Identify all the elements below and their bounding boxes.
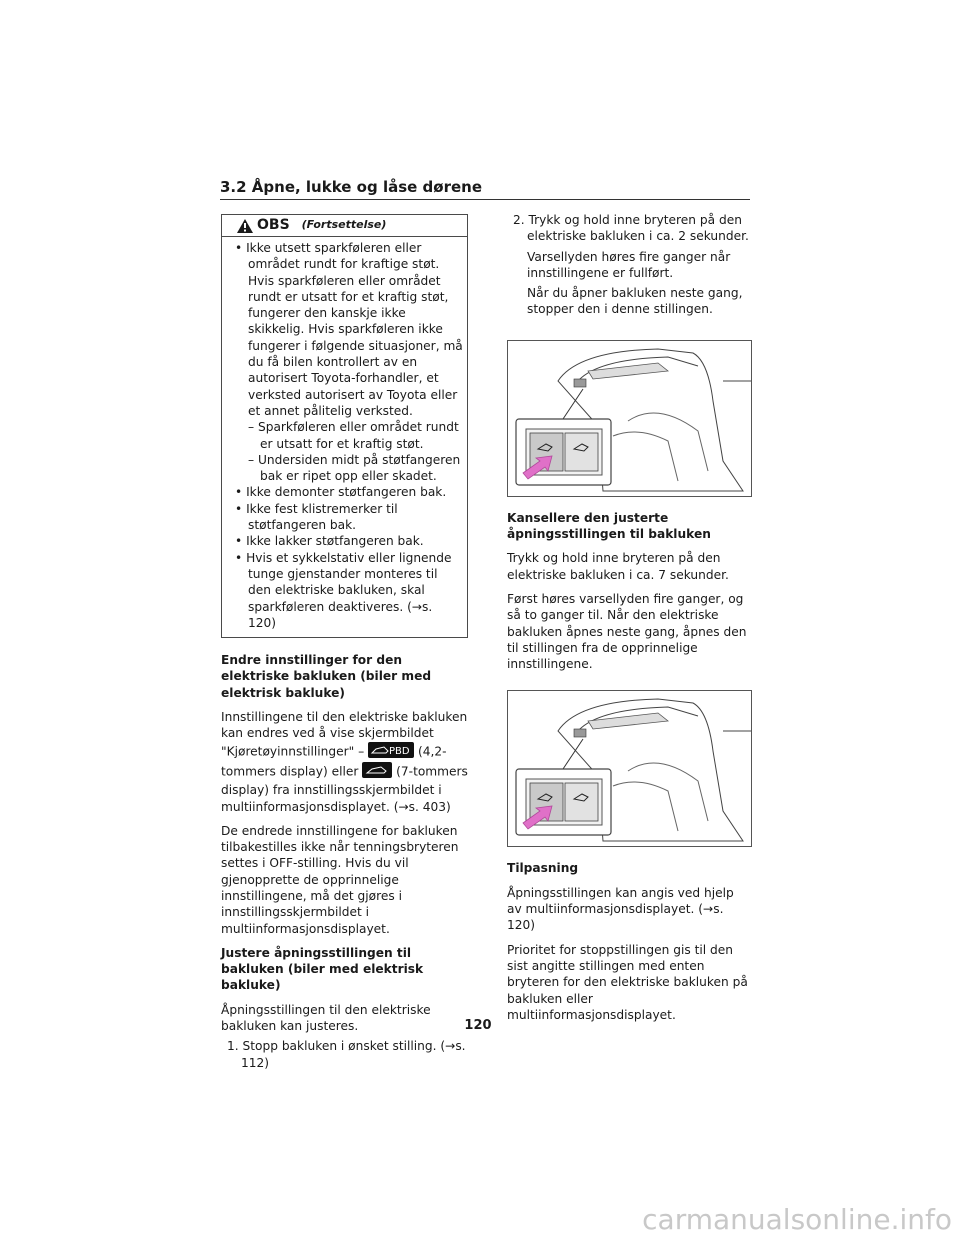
paragraph-cancel: Trykk og hold inne bryteren på den elektriske bakluken i ca. 7 sekunder. xyxy=(507,551,729,582)
paragraph-text: (7-tommers display) fra innstillingsskjermbildet i multiinformasjonsdisplayet. (→s. 403) xyxy=(221,764,468,814)
illustration-tailgate-switch-2 xyxy=(507,690,752,847)
left-column xyxy=(221,214,471,1071)
step-2: 2. Trykk og hold inne bryteren på den elektriske bakluken i ca. 2 sekunder. xyxy=(513,213,749,244)
notice-item: • Ikke utsett sparkføleren eller området rundt for kraftige støt. Hvis sparkføleren eller området rundt er utsatt for et kraftig støt, fungerer den kanskje ikke skikkelig. Hvis sparkføleren ikke fungerer i følgende situasjoner, må du få bilen kontrollert av en autorisert Toyota-forhandler, et verksted autorisert av Toyota eller et annet pålitelig verksted. xyxy=(235,241,463,418)
step-2-note: Varsellyden høres fire ganger når innstillingene er fullført. xyxy=(527,249,731,280)
paragraph-text: Innstillingene til den elektriske bakluken kan endres ved å vise skjermbildet "Kjøretøyinnstillinger" – xyxy=(221,710,468,759)
heading-change-settings: Endre innstillinger for den elektriske bakluken (biler med elektrisk bakluke) xyxy=(221,653,432,700)
watermark: carmanualsonline.info xyxy=(642,1203,952,1236)
right-column xyxy=(507,212,752,1023)
paragraph-adjust: Åpningsstillingen til den elektriske bakluken kan justeres. xyxy=(221,1002,431,1034)
step-1: 1. Stopp bakluken i ønsket stilling. (→s. 112) xyxy=(227,1039,466,1070)
header-rule xyxy=(220,199,750,200)
illustration-tailgate-switch-1 xyxy=(507,340,752,497)
section-title: 3.2 Åpne, lukke og låse dørene xyxy=(220,178,482,196)
paragraph-cancel-note: Først høres varsellyden fire ganger, og så to ganger til. Når den elektriske bakluken åpnes neste gang, åpnes den til stillingen fra de opprinnelige innstillingene. xyxy=(507,591,747,672)
paragraph-priority: Prioritet for stoppstillingen gis til den sist angitte stillingen med enten bryteren for den elektriske bakluken på bakluken eller multiinformasjonsdisplayet. xyxy=(507,942,748,1022)
paragraph-change-settings xyxy=(221,709,471,815)
notice-item: • Hvis et sykkelstativ eller lignende tunge gjenstander monteres til den elektriske bakluken, skal sparkføleren deaktiveres. (→s. 120) xyxy=(235,550,452,630)
heading-cancel-position: Kansellere den justerte åpningsstillingen til bakluken xyxy=(507,510,711,542)
car-pbd-icon xyxy=(368,742,414,762)
paragraph-customization: Åpningsstillingen kan angis ved hjelp av multiinformasjonsdisplayet. (→s. 120) xyxy=(507,885,734,933)
paragraph-reset-note: De endrede innstillingene for bakluken tilbakestilles ikke når tenningsbryteren settes i OFF-stilling. Hvis du vil gjenopprette de opprinnelige innstillingene, må det gjøres i innstillingsskjermbildet i multiinformasjonsdisplayet. xyxy=(221,823,459,936)
notice-subitem: – Undersiden midt på støtfangeren bak er ripet opp eller skadet. xyxy=(248,452,461,484)
notice-box xyxy=(221,214,468,638)
notice-subitem: – Sparkføleren eller området rundt er utsatt for et kraftig støt. xyxy=(248,420,459,451)
notice-header xyxy=(222,215,467,237)
warning-icon xyxy=(236,218,254,234)
notice-body xyxy=(222,237,467,637)
svg-text:PBD: PBD xyxy=(389,745,410,757)
notice-item: • Ikke lakker støtfangeren bak. xyxy=(235,534,424,549)
page-number: 120 xyxy=(464,1018,492,1033)
notice-label: OBS xyxy=(257,217,290,234)
heading-customization: Tilpasning xyxy=(507,861,579,876)
car-icon xyxy=(362,762,392,782)
paragraph-text: (4,2-tommers display) eller xyxy=(221,744,447,779)
step-2-note: Når du åpner bakluken neste gang, stopper den i denne stillingen. xyxy=(527,286,743,317)
notice-item: • Ikke fest klistremerker til støtfangeren bak. xyxy=(235,501,398,533)
notice-continued: (Fortsettelse) xyxy=(301,218,387,232)
heading-adjust-position: Justere åpningsstillingen til bakluken (biler med elektrisk bakluke) xyxy=(221,945,424,993)
notice-item: • Ikke demonter støtfangeren bak. xyxy=(235,485,447,500)
